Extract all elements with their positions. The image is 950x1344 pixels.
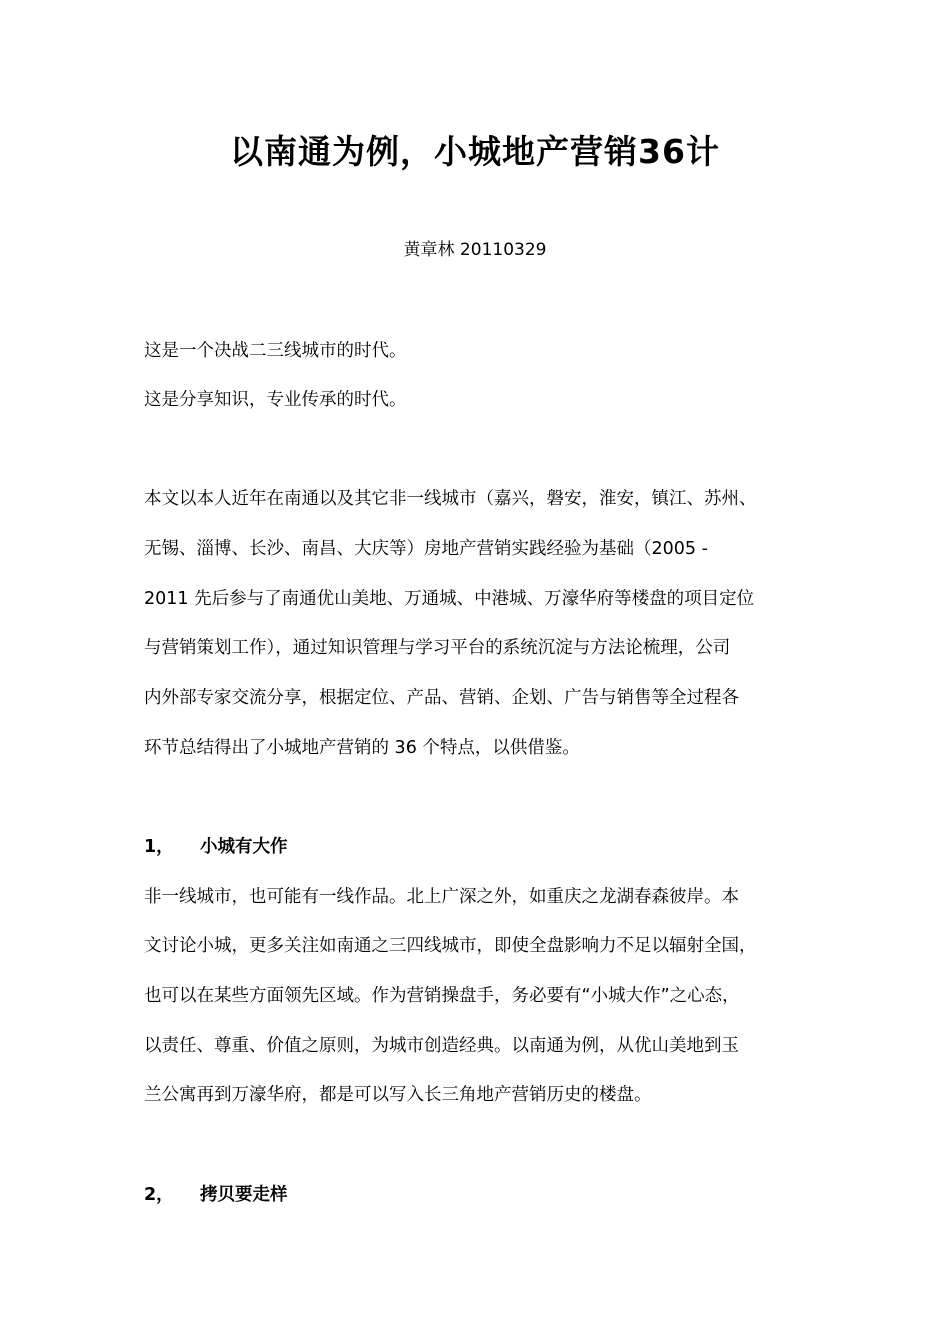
body-line: 与营销策划工作），通过知识管理与学习平台的系统沉淀与方法论梳理，公司	[144, 638, 731, 658]
section-heading	[144, 1181, 288, 1209]
section-line: 文讨论小城，更多关注如南通之三四线城市，即使全盘影响力不足以辐射全国，	[144, 936, 757, 956]
section-line: 非一线城市，也可能有一线作品。北上广深之外，如重庆之龙湖春森彼岸。本	[144, 887, 739, 907]
section-number: 2，	[144, 1185, 174, 1205]
intro-line: 这是一个决战二三线城市的时代。	[144, 341, 407, 361]
section-line: 兰公寓再到万濠华府，都是可以写入长三角地产营销历史的楼盘。	[144, 1085, 652, 1105]
author-date: 黄章林 20110329	[403, 240, 547, 260]
body-line: 无锡、淄博、长沙、南昌、大庆等）房地产营销实践经验为基础（2005 -	[144, 539, 708, 559]
section-title: 拷贝要走样	[200, 1185, 288, 1205]
body-line: 2011 先后参与了南通优山美地、万通城、中港城、万濠华府等楼盘的项目定位	[144, 589, 755, 609]
body-line: 环节总结得出了小城地产营销的 36 个特点，以供借鉴。	[144, 738, 580, 758]
section-number: 1，	[144, 837, 174, 857]
section-title: 小城有大作	[200, 837, 288, 857]
section-line: 也可以在某些方面领先区域。作为营销操盘手，务必要有“小城大作”之心态，	[144, 986, 740, 1006]
section-heading	[144, 833, 288, 861]
intro-line: 这是分享知识，专业传承的时代。	[144, 390, 407, 410]
body-line: 本文以本人近年在南通以及其它非一线城市（嘉兴，磐安，淮安，镇江、苏州、	[144, 489, 757, 509]
body-line: 内外部专家交流分享，根据定位、产品、营销、企划、广告与销售等全过程各	[144, 688, 739, 708]
document-title: 以南通为例，小城地产营销36计	[230, 132, 720, 171]
section-line: 以责任、尊重、价值之原则，为城市创造经典。以南通为例，从优山美地到玉	[144, 1036, 739, 1056]
